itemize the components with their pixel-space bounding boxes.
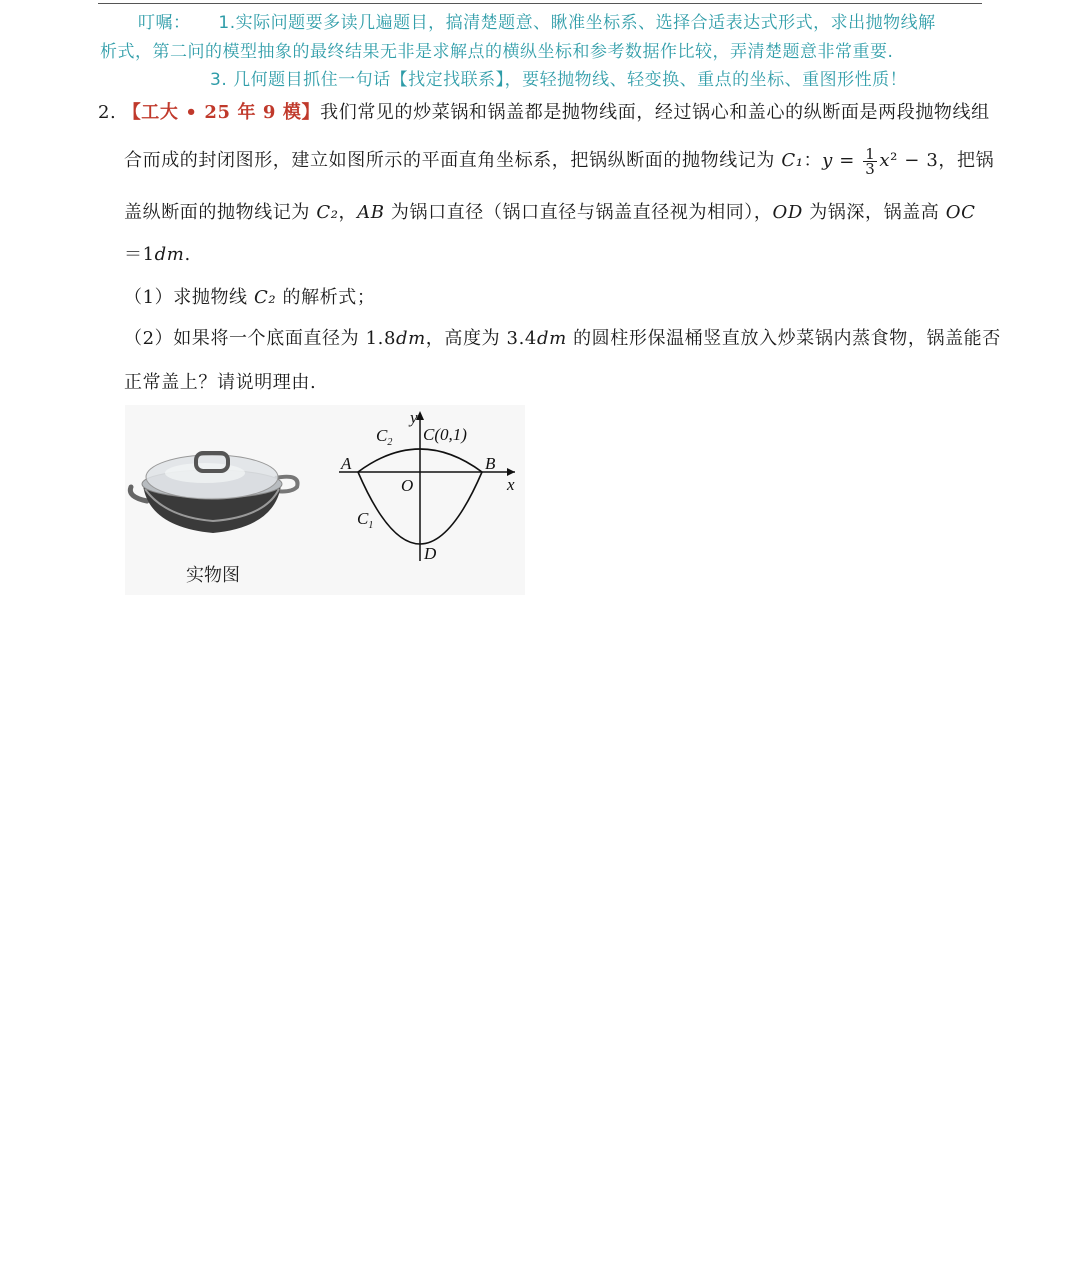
label-b: B xyxy=(485,454,496,473)
problem-line-4: ＝1dm. xyxy=(124,244,191,265)
problem-line-3: 盖纵断面的抛物线记为 C₂，AB 为锅口直径（锅口直径与锅盖直径视为相同），OD 为锅深，锅盖高 OC xyxy=(124,202,976,223)
tip-item-1: 1.实际问题要多读几遍题目，搞清楚题意、瞅准坐标系、选择合适表达式形式，求出抛物线解 xyxy=(218,13,936,33)
problem-line-2: 合而成的封闭图形，建立如图所示的平面直角坐标系，把锅纵断面的抛物线记为 C₁：y = $\frac{1}{3}$ x² − 3，把锅 xyxy=(124,144,995,178)
problem-source: 【工大 • 25 年 9 模】 xyxy=(122,102,321,123)
part-1: （1）求抛物线 C₂ 的解析式； xyxy=(124,287,376,308)
label-c1: $C_1$ xyxy=(357,509,374,531)
label-point-c: C(0,1) xyxy=(423,425,467,444)
label-x: x xyxy=(507,475,515,494)
label-d: D xyxy=(424,544,437,563)
curve-c1: C₁ xyxy=(781,150,804,171)
fraction-one-third: $\frac{1}{3}$ xyxy=(865,144,876,178)
photo-caption: 实物图 xyxy=(186,565,240,586)
problem-number: 2. xyxy=(98,102,117,123)
label-a: A xyxy=(341,454,352,473)
problem-line-1: 2. 【工大 • 25 年 9 模】我们常见的炒菜锅和锅盖都是抛物线面，经过锅心和盖心的纵断面是两段抛物线组 xyxy=(98,102,990,123)
tip-line-1 xyxy=(138,8,936,33)
curve-c2: C₂ xyxy=(316,202,339,223)
label-o: O xyxy=(401,476,414,495)
tip-line-2: 析式，第二问的模型抽象的最终结果无非是求解点的横纵坐标和参考数据作比较，弄清楚题意非常重要. xyxy=(100,42,894,62)
label-c2: $C_2$ xyxy=(376,426,393,448)
tip-line-3: 3. 几何题目抓住一句话【找定找联系】，要轻抛物线、轻变换、重点的坐标、重图形性质！ xyxy=(210,70,908,90)
figure xyxy=(125,405,525,595)
top-rule xyxy=(98,3,982,4)
label-y: y xyxy=(410,408,418,427)
part-2-line-2: 正常盖上？请说明理由. xyxy=(124,372,317,393)
part-2: （2）如果将一个底面直径为 1.8dm，高度为 3.4dm 的圆柱形保温桶竖直放入炒菜锅内蒸食物，锅盖能否 xyxy=(124,328,1001,349)
tip-label: 叮嘱： xyxy=(138,13,191,33)
